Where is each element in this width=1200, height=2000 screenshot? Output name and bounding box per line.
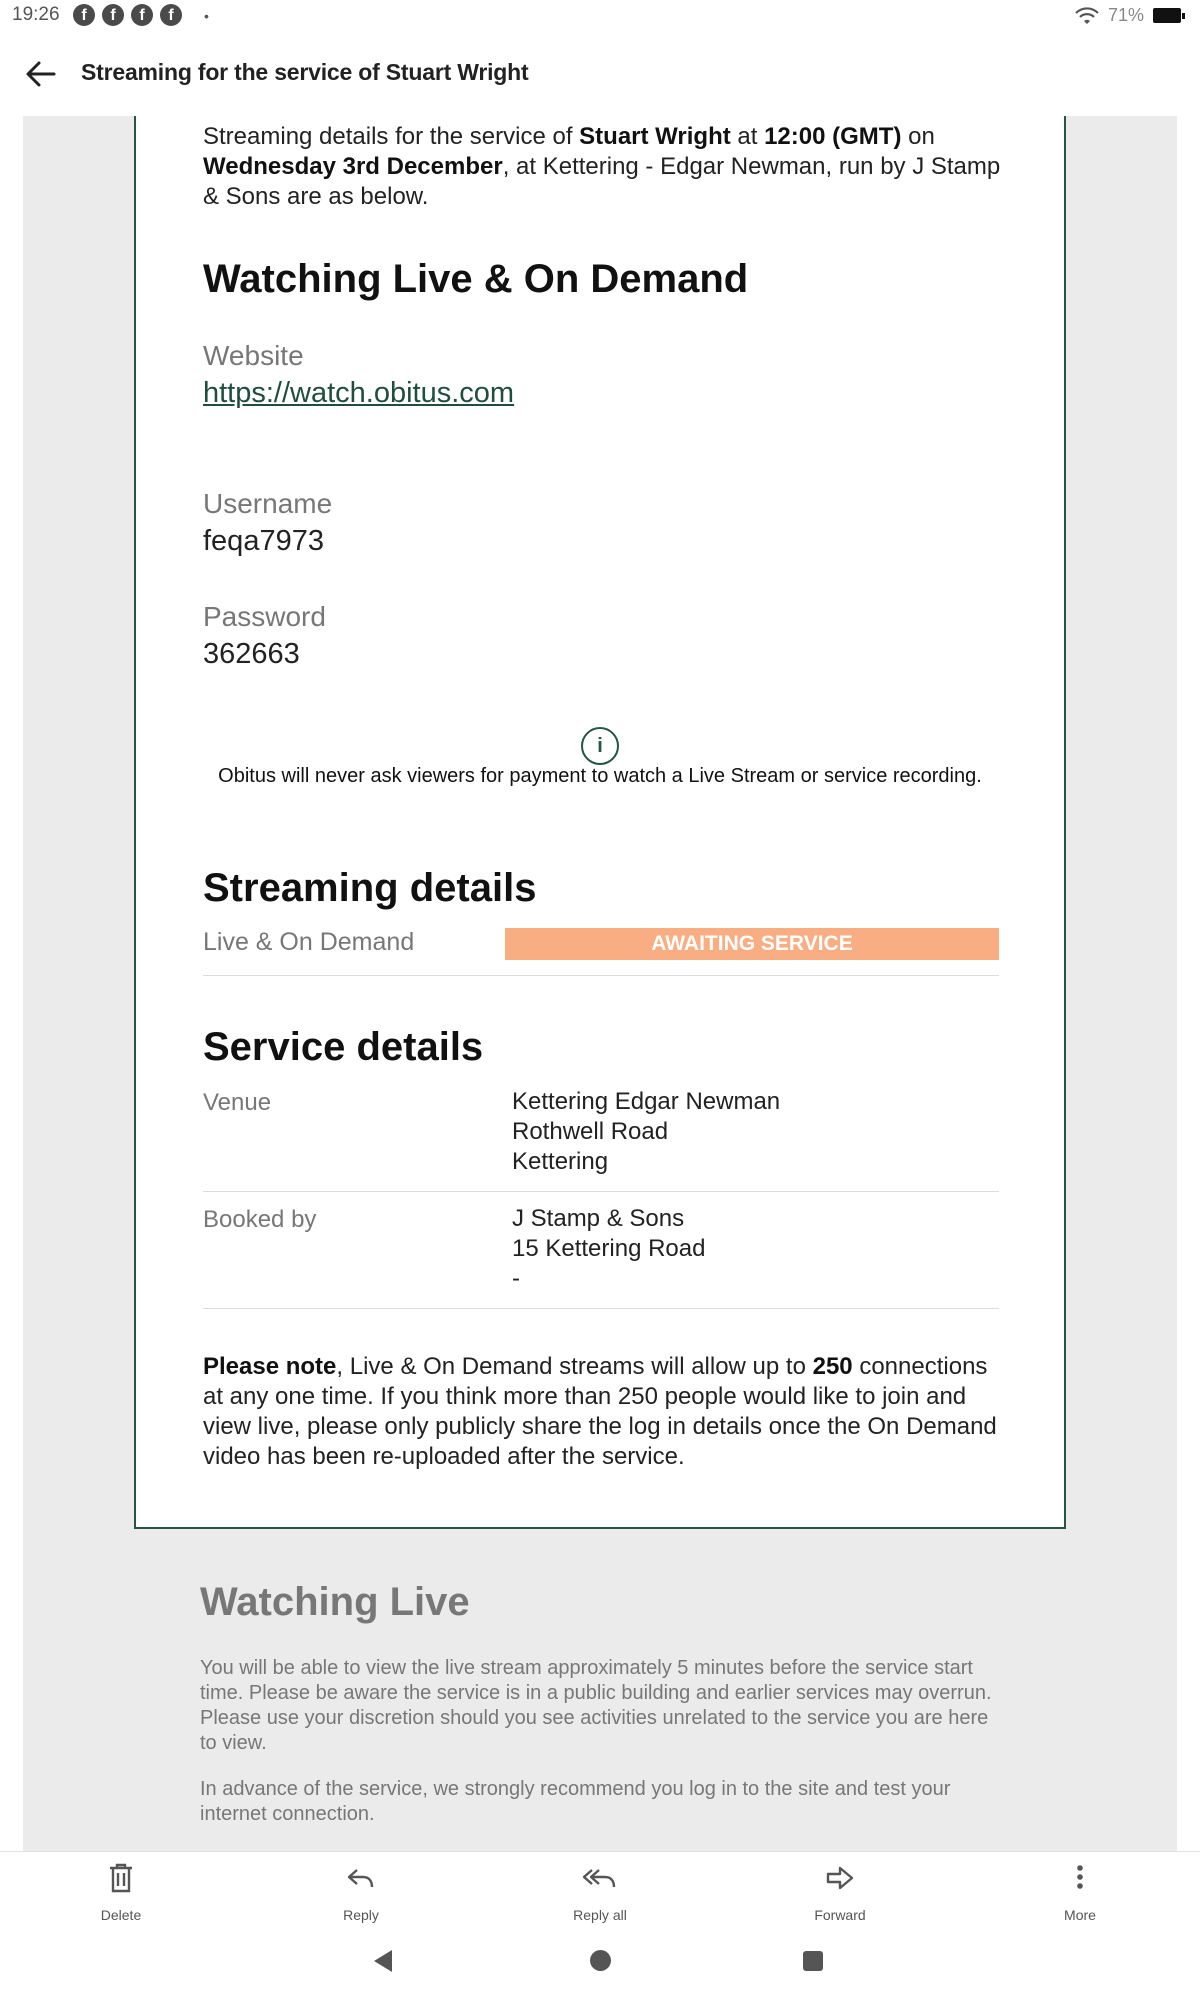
booked-by-line: J Stamp & Sons: [512, 1205, 685, 1232]
venue-line: Kettering: [512, 1148, 609, 1175]
info-icon: i: [581, 727, 619, 765]
venue-line: Rothwell Road: [512, 1118, 669, 1145]
booked-by-value: [512, 1204, 705, 1294]
battery-icon: [1153, 8, 1181, 23]
service-heading: Service details: [203, 1025, 484, 1069]
intro-paragraph: [203, 122, 1003, 212]
booked-by-line: -: [512, 1265, 520, 1292]
divider: [203, 1191, 999, 1192]
facebook-icon: f: [131, 4, 153, 26]
email-card: [134, 116, 1066, 1529]
more-label: More: [1064, 1907, 1096, 1923]
deceased-name: Stuart Wright: [579, 123, 731, 150]
nav-recents-icon[interactable]: [803, 1951, 823, 1971]
more-vertical-icon: [1070, 1862, 1090, 1894]
intro-text: Streaming details for the service of: [203, 123, 580, 150]
back-arrow-icon[interactable]: [24, 60, 58, 88]
action-bar: [0, 1851, 1200, 1931]
nav-back-icon[interactable]: [374, 1950, 392, 1972]
note-emphasis: Please note: [203, 1353, 337, 1380]
service-time: 12:00 (GMT): [764, 123, 902, 150]
advance-test-paragraph: In advance of the service, we strongly recommend you log in to the site and test your internet connection.: [200, 1778, 951, 1825]
note-text: , Live & On Demand streams will allow up to: [336, 1353, 813, 1380]
trash-icon: [107, 1862, 135, 1894]
venue-value: [512, 1087, 780, 1177]
status-time: 19:26: [12, 4, 60, 25]
intro-text: , at Kettering - Edgar Newman, run by J Stamp & Sons are as below.: [203, 153, 1001, 210]
more-notifications-dot: •: [204, 8, 209, 24]
venue-line: Kettering Edgar Newman: [512, 1088, 781, 1115]
nav-home-icon[interactable]: [590, 1950, 611, 1971]
divider: [203, 975, 999, 976]
live-heading: Watching Live & On Demand: [203, 257, 749, 301]
booked-by-label: Booked by: [203, 1206, 317, 1233]
connection-limit: 250: [812, 1353, 853, 1380]
password-label: Password: [203, 601, 326, 632]
forward-button[interactable]: [780, 1862, 900, 1923]
intro-text: on: [901, 123, 935, 150]
note-text: connections at any one time. If you think more than 250 people would like to join and view live, please only publicly share the log in details once the On Demand video has been re-uploaded after the service.: [203, 1353, 997, 1470]
delete-button[interactable]: [61, 1862, 181, 1923]
reply-all-icon: [582, 1862, 618, 1894]
facebook-icon: f: [160, 4, 182, 26]
streaming-row-label: Live & On Demand: [203, 928, 415, 956]
username-value: feqa7973: [203, 525, 324, 557]
watching-live-paragraph: You will be able to view the live stream approximately 5 minutes before the service start time. Please be aware the service is in a public building and earlier services may overrun. Please use your discretion should you see activities unrelated to the service you are here to view.: [200, 1657, 992, 1754]
reply-label: Reply: [343, 1907, 379, 1923]
divider: [203, 1308, 999, 1309]
website-link[interactable]: https://watch.obitus.com: [203, 377, 515, 409]
watching-live-heading: Watching Live: [200, 1580, 470, 1624]
reply-icon: [346, 1862, 376, 1894]
more-button[interactable]: [1020, 1862, 1140, 1923]
venue-label: Venue: [203, 1089, 272, 1116]
username-label: Username: [203, 488, 333, 519]
wifi-icon: [1074, 6, 1100, 26]
page-title: Streaming for the service of Stuart Wright: [81, 59, 529, 85]
intro-text: at: [730, 123, 765, 150]
streaming-heading: Streaming details: [203, 866, 537, 910]
reply-button[interactable]: [301, 1862, 421, 1923]
facebook-icon: f: [73, 4, 95, 26]
booked-by-line: 15 Kettering Road: [512, 1235, 706, 1262]
forward-label: Forward: [814, 1907, 866, 1923]
status-badge: AWAITING SERVICE: [505, 928, 999, 960]
status-bar: [0, 0, 1200, 34]
battery-percent: 71%: [1108, 5, 1145, 25]
delete-label: Delete: [100, 1907, 142, 1923]
password-value: 362663: [203, 638, 300, 670]
facebook-icon: f: [102, 4, 124, 26]
notification-icons: [73, 4, 182, 26]
forward-arrow-icon: [825, 1862, 855, 1894]
reply-all-label: Reply all: [573, 1907, 627, 1923]
payment-notice: Obitus will never ask viewers for payment to watch a Live Stream or service recording.: [218, 765, 982, 787]
reply-all-button[interactable]: [540, 1862, 660, 1923]
connections-note: [203, 1352, 1003, 1472]
service-date: Wednesday 3rd December: [203, 153, 503, 180]
website-label: Website: [203, 340, 304, 371]
